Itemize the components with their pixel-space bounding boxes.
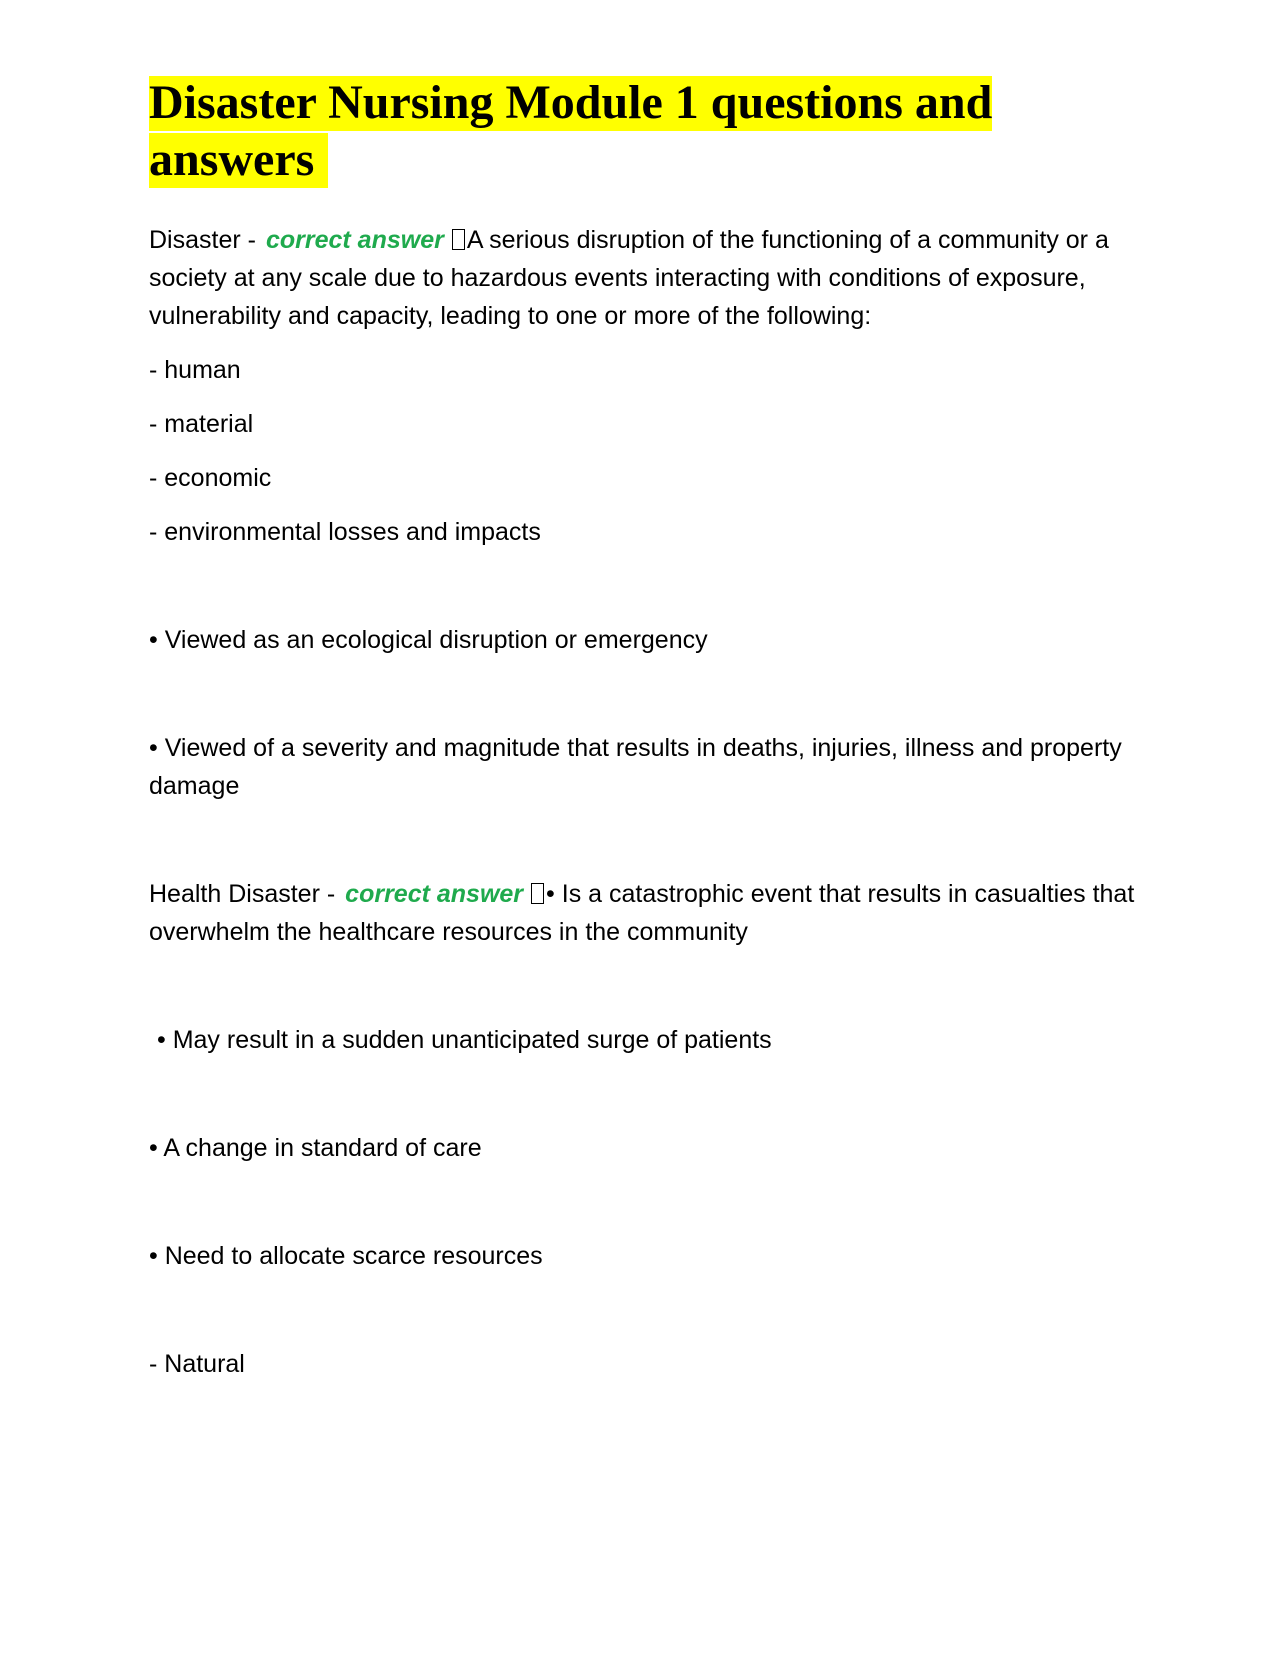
- term-label: Health Disaster -: [149, 880, 336, 908]
- bullet-item: • Viewed of a severity and magnitude that results in deaths, injuries, illness and property damage: [149, 734, 1122, 800]
- bullet-item: • May result in a sudden unanticipated surge of patients: [157, 1026, 772, 1054]
- list-item: - environmental losses and impacts: [149, 518, 541, 546]
- trailing-list-item: - Natural: [149, 1350, 245, 1378]
- definition-text: • Is a catastrophic event that results in casualties that overwhelm the healthcare resources in the community: [149, 880, 1135, 946]
- qa-item-disaster: [149, 221, 1139, 335]
- qa-item-health-disaster: [149, 875, 1139, 951]
- missing-glyph-icon: [531, 883, 544, 904]
- bullet-item: • Viewed as an ecological disruption or emergency: [149, 626, 708, 654]
- list-item: - human: [149, 356, 241, 384]
- list-item: - material: [149, 410, 254, 438]
- bullet-item: • Need to allocate scarce resources: [149, 1242, 543, 1270]
- answer-marker: correct answer: [345, 880, 524, 908]
- document-content: [149, 74, 1139, 1383]
- term-label: Disaster -: [149, 226, 256, 254]
- title-highlight: Disaster Nursing Module 1 questions and answers: [149, 76, 993, 186]
- definition-text: A serious disruption of the functioning of a community or a society at any scale due to hazardous events interacting with conditions of exposure, vulnerability and capacity, leading to one or more of the following:: [149, 226, 1109, 330]
- bullet-item: • A change in standard of care: [149, 1134, 482, 1162]
- list-item: - economic: [149, 464, 272, 492]
- document-title: [149, 74, 1139, 188]
- missing-glyph-icon: [452, 229, 465, 250]
- answer-marker: correct answer: [265, 226, 444, 254]
